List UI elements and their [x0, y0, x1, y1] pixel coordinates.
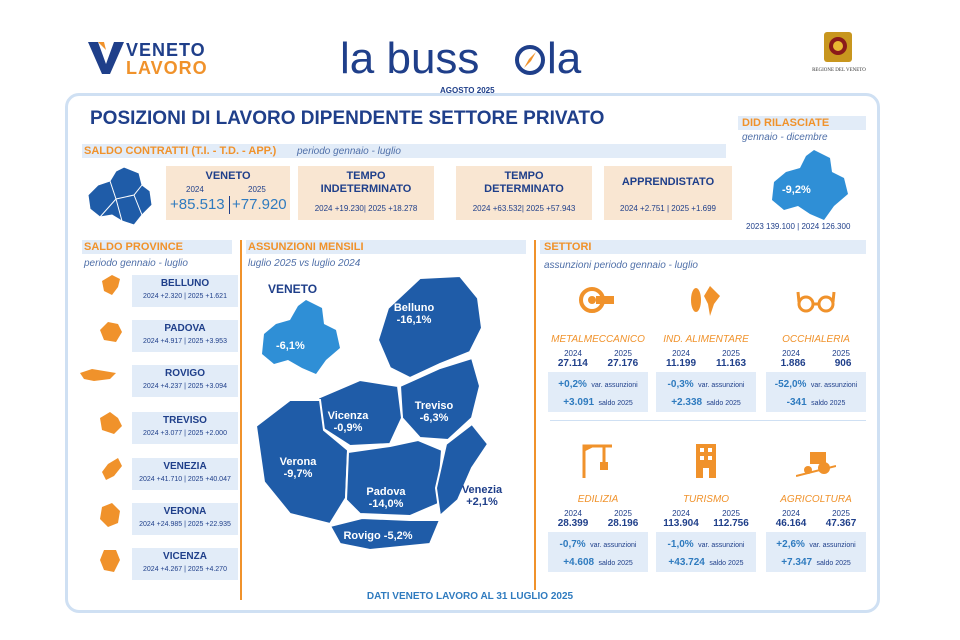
settore-var-label: var. assunzioni — [590, 542, 637, 549]
saldo-title: SALDO CONTRATTI (T.I. - T.D. - APP.) — [84, 145, 277, 157]
settore-saldo-label: saldo 2025 — [811, 400, 846, 407]
settore-value2: 906 — [834, 358, 852, 369]
veneto-total-card — [166, 166, 290, 220]
settore-year1: 2024 — [564, 509, 582, 518]
issue-date: AGOSTO 2025 — [440, 86, 495, 95]
veneto-year1: 2024 — [186, 185, 204, 194]
settore-value1: 28.399 — [557, 518, 589, 529]
veneto-value2: +77.920 — [232, 196, 287, 213]
settore-name: OCCHIALERIA — [782, 334, 850, 345]
province-name: VERONA — [163, 506, 207, 517]
settore-saldo-label: saldo 2025 — [598, 400, 633, 407]
settore-value2: 112.756 — [713, 518, 749, 529]
settore-year2: 2025 — [614, 509, 632, 518]
settore-saldo-label: saldo 2025 — [706, 400, 741, 407]
tempo-det-values: 2024 +63.532| 2025 +57.943 — [472, 204, 576, 213]
province-separator — [240, 240, 242, 600]
settore-year2: 2025 — [614, 349, 632, 358]
province-name: BELLUNO — [160, 278, 210, 289]
regione-veneto-logo — [808, 30, 870, 80]
did-map-value: -9,2% — [782, 184, 811, 196]
settore-name: TURISMO — [682, 494, 730, 505]
saldo-period: periodo gennaio - luglio — [297, 146, 401, 157]
page-title-logo — [340, 34, 620, 82]
lion-emblem-icon — [822, 30, 854, 66]
gear-wrench-icon — [578, 282, 618, 320]
settore-value1: 1.886 — [780, 358, 806, 369]
tempo-ind-label1: TEMPO — [346, 170, 386, 182]
map-area-value: -9,7% — [283, 468, 313, 480]
map-label-venezia — [452, 484, 512, 508]
province-card — [132, 503, 238, 535]
map-area-name: Venezia — [461, 484, 503, 496]
assunzioni-title: ASSUNZIONI MENSILI — [248, 241, 364, 253]
province-period: periodo gennaio - luglio — [84, 258, 188, 269]
brand-line1: VENETO — [126, 40, 206, 60]
settore-name: IND. ALIMENTARE — [663, 334, 749, 345]
food-icon — [686, 282, 726, 320]
settore-var-label: var. assunzioni — [591, 382, 638, 389]
map-label-belluno — [384, 302, 444, 326]
hotel-icon — [686, 442, 726, 480]
settore-year1: 2024 — [564, 349, 582, 358]
province-values: 2024 +41.710 | 2025 +40.047 — [139, 476, 231, 483]
settore-card — [766, 442, 866, 572]
settore-card — [656, 282, 756, 412]
settore-var: -52,0% — [774, 379, 807, 390]
tempo-indeterminato-card — [298, 166, 434, 220]
province-name: PADOVA — [164, 323, 206, 334]
settore-value1: 27.114 — [557, 358, 588, 369]
veneto-divider — [229, 196, 230, 214]
tempo-det-label1: TEMPO — [504, 170, 544, 182]
veneto-total-label: VENETO — [205, 170, 251, 182]
settore-var-label: var. assunzioni — [698, 542, 745, 549]
did-period: gennaio - dicembre — [742, 132, 828, 143]
did-values: 2023 139.100 | 2024 126.300 — [746, 222, 851, 231]
province-values: 2024 +3.077 | 2025 +2.000 — [143, 430, 227, 437]
assunzioni-separator — [534, 240, 536, 600]
apprendistato-label: APPRENDISTATO — [621, 176, 715, 188]
tempo-ind-values: 2024 +19.230| 2025 +18.278 — [314, 204, 418, 213]
settore-card — [548, 442, 648, 572]
title-part1: la buss — [340, 34, 480, 83]
settore-year2: 2025 — [722, 509, 740, 518]
province-name: ROVIGO — [164, 368, 205, 379]
map-area-name: Treviso — [414, 400, 454, 412]
settore-year2: 2025 — [722, 349, 740, 358]
map-area-value: -16,1% — [396, 314, 432, 326]
settore-var-label: var. assunzioni — [698, 382, 745, 389]
settore-year2: 2025 — [832, 349, 850, 358]
did-title: DID RILASCIATE — [742, 117, 830, 129]
settore-value2: 27.176 — [607, 358, 639, 369]
tempo-det-label2: DETERMINATO — [484, 183, 564, 195]
province-card — [132, 548, 238, 580]
map-area-value: -6,3% — [419, 412, 449, 424]
settore-value1: 11.199 — [665, 358, 697, 369]
settore-year2: 2025 — [832, 509, 850, 518]
settore-saldo-label: saldo 2025 — [709, 560, 744, 567]
settore-year1: 2024 — [672, 349, 690, 358]
assunzioni-period: luglio 2025 vs luglio 2024 — [248, 258, 361, 269]
map-area-name: Belluno — [393, 302, 435, 314]
settore-saldo: +7.347 — [781, 557, 813, 568]
apprendistato-values: 2024 +2.751 | 2025 +1.699 — [620, 204, 716, 213]
assunzioni-veneto-value: -6,1% — [276, 340, 305, 352]
province-card — [132, 458, 238, 490]
province-values: 2024 +4.917 | 2025 +3.953 — [143, 338, 227, 345]
settore-var: -0,3% — [667, 379, 694, 390]
province-values: 2024 +4.237 | 2025 +3.094 — [143, 383, 227, 390]
settore-saldo: +4.608 — [563, 557, 595, 568]
main-title: POSIZIONI DI LAVORO DIPENDENTE SETTORE PRIVATO — [90, 108, 605, 129]
settore-card — [548, 282, 648, 412]
settore-value1: 46.164 — [775, 518, 807, 529]
province-name: VICENZA — [163, 551, 207, 562]
apprendistato-card — [604, 166, 732, 220]
map-label-treviso — [404, 400, 464, 424]
compass-icon — [514, 44, 546, 76]
province-values: 2024 +2.320 | 2025 +1.621 — [143, 293, 227, 300]
province-card — [132, 275, 238, 307]
map-area-value: +2,1% — [466, 496, 498, 508]
province-card — [132, 412, 238, 444]
map-area-value: -5,2% — [383, 530, 413, 542]
map-area-name: Verona — [279, 456, 317, 468]
settore-value1: 113.904 — [663, 518, 699, 529]
map-area-value: -0,9% — [333, 422, 363, 434]
map-label-padova — [356, 486, 416, 510]
map-area-name: Vicenza — [327, 410, 369, 422]
settori-title: SETTORI — [544, 241, 592, 253]
settore-var-label: var. assunzioni — [809, 542, 856, 549]
map-label-vicenza — [318, 410, 378, 434]
map-area-value: -14,0% — [368, 498, 404, 510]
map-area-name: Rovigo — [343, 530, 381, 542]
province-card — [132, 320, 238, 352]
settore-saldo: +3.091 — [563, 397, 595, 408]
brand-line2: LAVORO — [126, 58, 208, 78]
settore-var: -0,7% — [559, 539, 586, 550]
assunzioni-veneto-label: VENETO — [268, 282, 318, 296]
tempo-ind-label2: INDETERMINATO — [320, 183, 412, 195]
province-card — [132, 365, 238, 397]
settore-name: EDILIZIA — [577, 494, 619, 505]
settore-var: +0,2% — [558, 379, 587, 390]
settore-saldo: +43.724 — [668, 557, 705, 568]
settore-year1: 2024 — [672, 509, 690, 518]
settore-card — [766, 282, 866, 412]
settore-name: METALMECCANICO — [551, 334, 645, 345]
map-label-rovigo — [338, 530, 418, 542]
settore-value2: 11.163 — [715, 358, 747, 369]
settore-var-label: var. assunzioni — [810, 382, 858, 389]
regione-logo-text: REGIONE DEL VENETO — [812, 68, 866, 73]
map-area-name: Padova — [366, 486, 406, 498]
tempo-determinato-card — [456, 166, 592, 220]
settore-name: AGRICOLTURA — [780, 494, 852, 505]
settore-saldo-label: saldo 2025 — [598, 560, 633, 567]
veneto-lavoro-logo — [88, 40, 228, 80]
province-shape-icon — [80, 365, 120, 393]
province-values: 2024 +4.267 | 2025 +4.270 — [143, 566, 227, 573]
settore-value2: 28.196 — [607, 518, 639, 529]
veneto-year2: 2025 — [248, 185, 266, 194]
province-name: TREVISO — [163, 415, 207, 426]
tractor-icon — [796, 442, 836, 480]
settore-var: -1,0% — [667, 539, 694, 550]
province-name: VENEZIA — [163, 461, 207, 472]
province-title: SALDO PROVINCE — [84, 241, 184, 253]
veneto-map-small-icon — [84, 165, 156, 227]
footer-text: DATI VENETO LAVORO AL 31 LUGLIO 2025 — [366, 591, 574, 602]
veneto-lavoro-v-icon — [88, 42, 124, 74]
title-part2: la — [547, 34, 582, 83]
veneto-value1: +85.513 — [170, 196, 225, 213]
settori-period: assunzioni periodo gennaio - luglio — [544, 260, 698, 271]
settore-card — [656, 442, 756, 572]
province-values: 2024 +24.985 | 2025 +22.935 — [139, 521, 231, 528]
settore-value2: 47.367 — [825, 518, 857, 529]
settore-saldo: -341 — [786, 397, 807, 408]
settore-saldo: +2.338 — [671, 397, 703, 408]
settore-year1: 2024 — [782, 509, 800, 518]
settore-var: +2,6% — [776, 539, 805, 550]
settori-divider — [550, 420, 866, 421]
crane-icon — [578, 442, 618, 480]
map-label-verona — [268, 456, 328, 480]
settore-saldo-label: saldo 2025 — [816, 560, 851, 567]
settore-year1: 2024 — [782, 349, 800, 358]
glasses-icon — [796, 282, 836, 320]
